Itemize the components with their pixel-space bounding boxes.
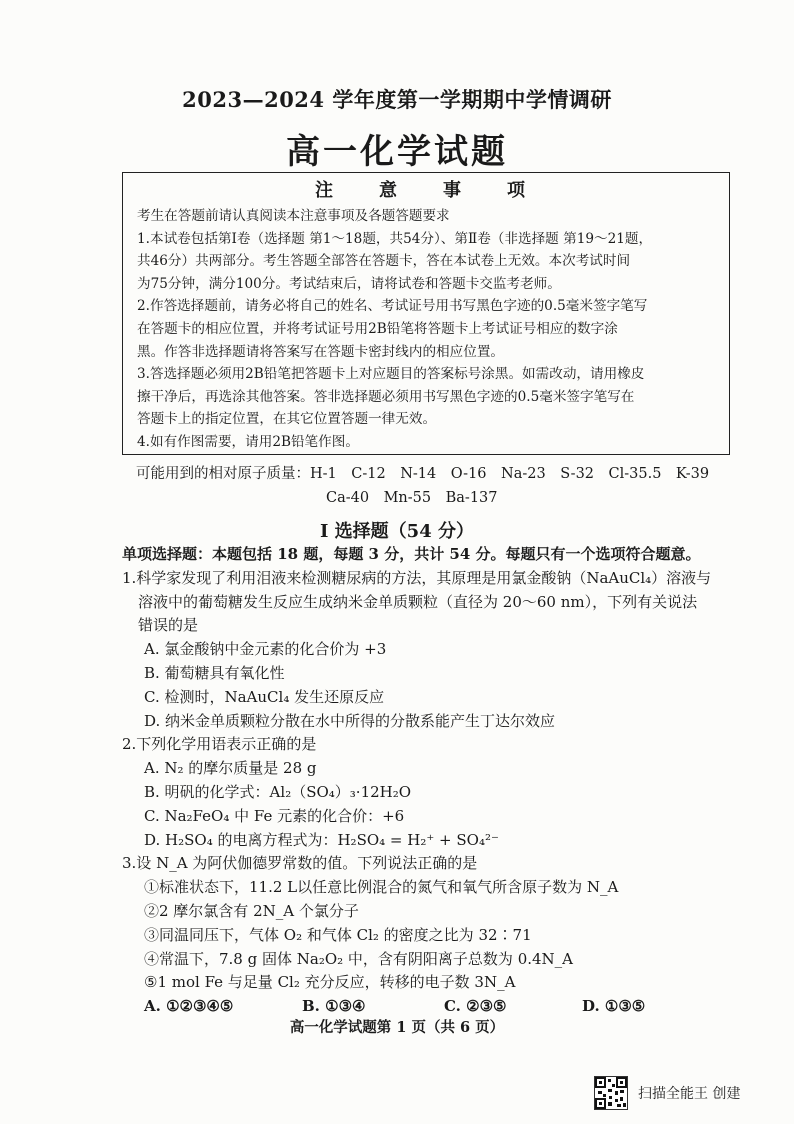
atomic-masses-line-1: 可能用到的相对原子质量：H-1 C-12 N-14 O-16 Na-23 S-32 Cl-35.5 K-39 — [136, 466, 710, 482]
notice-line: 共46分）共两部分。考生答题全部答在答题卡，答在本试卷上无效。本次考试时间 — [137, 253, 631, 270]
question-3-statement-2: ②2 摩尔氯含有 2N_A 个氯分子 — [144, 901, 359, 920]
notice-box — [122, 172, 730, 455]
question-3-statement-5: ⑤1 mol Fe 与足量 Cl₂ 充分反应，转移的电子数 3N_A — [144, 973, 516, 992]
notice-line: 擦干净后，再选涂其他答案。答非选择题必须用书写黑色字迹的0.5毫米签字笔写在 — [137, 388, 635, 405]
question-3-option-b: B. ①③④ — [302, 997, 366, 1016]
notice-line: 1.本试卷包括第Ⅰ卷（选择题 第1～18题，共54分）、第Ⅱ卷（非选择题 第19～21题， — [137, 230, 653, 247]
notice-heading: 注 意 事 项 — [315, 180, 539, 201]
atomic-masses — [136, 462, 756, 510]
page-footer: 高一化学试题第 1 页（共 6 页） — [289, 1019, 505, 1036]
scanner-label: 扫描全能王 创建 — [638, 1086, 741, 1102]
atomic-masses-line-2: Ca-40 Mn-55 Ba-137 — [326, 490, 498, 506]
question-1-stem-cont: 溶液中的葡萄糖发生反应生成纳米金单质颗粒（直径为 20～60 nm），下列有关说法 — [138, 592, 698, 611]
notice-line: 在答题卡的相应位置，并将考试证号用2B铅笔将答题卡上考试证号相应的数字涂 — [137, 320, 618, 337]
notice-line: 3.答选择题必须用2B铅笔把答题卡上对应题目的答案标号涂黑。如需改动，请用橡皮 — [137, 366, 645, 383]
question-1-option-d: D. 纳米金单质颗粒分散在水中所得的分散系能产生丁达尔效应 — [144, 711, 556, 730]
question-3-option-c: C. ②③⑤ — [444, 997, 507, 1016]
question-2-stem: 2.下列化学用语表示正确的是 — [122, 735, 317, 754]
question-1-option-a: A. 氯金酸钠中金元素的化合价为 +3 — [144, 640, 387, 659]
notice-line: 为75分钟，满分100分。考试结束后，请将试卷和答题卡交监考老师。 — [137, 275, 561, 292]
qr-code-icon — [594, 1076, 628, 1110]
notice-line: 答题卡上的指定位置，在其它位置答题一律无效。 — [137, 411, 437, 428]
question-3-statement-4: ④常温下，7.8 g 固体 Na₂O₂ 中，含有阴阳离子总数为 0.4N_A — [144, 949, 574, 968]
question-3-stem: 3.设 N_A 为阿伏伽德罗常数的值。下列说法正确的是 — [122, 854, 478, 873]
question-1-option-b: B. 葡萄糖具有氧化性 — [144, 663, 285, 682]
questions-body — [122, 543, 762, 1019]
notice-line: 黑。作答非选择题请将答案写在答题卡密封线内的相应位置。 — [137, 343, 505, 360]
notice-line: 考生在答题前请认真阅读本注意事项及各题答题要求 — [137, 208, 450, 224]
question-1-stem: 1.科学家发现了利用泪液来检测糖尿病的方法，其原理是用氯金酸钠（NaAuCl₄）溶液与 — [122, 568, 712, 587]
question-3-option-a: A. ①②③④⑤ — [144, 997, 234, 1016]
question-3-statement-1: ①标准状态下，11.2 L以任意比例混合的氮气和氧气所含原子数为 N_A — [144, 878, 619, 897]
notice-line: 2.作答选择题前，请务必将自己的姓名、考试证号用书写黑色字迹的0.5毫米签字笔写 — [137, 298, 648, 315]
question-1-option-c: C. 检测时，NaAuCl₄ 发生还原反应 — [144, 687, 385, 706]
section-title: Ⅰ 选择题（54 分） — [319, 521, 474, 542]
scanner-badge — [594, 1076, 740, 1110]
exam-year-heading: 2023—2024 学年度第一学期期中学情调研 — [182, 87, 612, 112]
question-2-option-a: A. N₂ 的摩尔质量是 28 g — [144, 759, 317, 778]
question-2-option-c: C. Na₂FeO₄ 中 Fe 元素的化合价：+6 — [144, 806, 405, 825]
question-3-option-d: D. ①③⑤ — [582, 997, 646, 1016]
question-2-option-b: B. 明矾的化学式：Al₂（SO₄）₃·12H₂O — [144, 782, 412, 801]
question-2-option-d: D. H₂SO₄ 的电离方程式为：H₂SO₄ = H₂⁺ + SO₄²⁻ — [144, 830, 499, 849]
exam-title: 高一化学试题 — [286, 132, 508, 172]
question-1-stem-cont: 错误的是 — [138, 616, 199, 635]
question-3-statement-3: ③同温同压下，气体 O₂ 和气体 Cl₂ 的密度之比为 32∶71 — [144, 925, 532, 944]
section-instruction: 单项选择题：本题包括 18 题，每题 3 分，共计 54 分。每题只有一个选项符合题意。 — [122, 545, 701, 563]
notice-line: 4.如有作图需要，请用2B铅笔作图。 — [137, 433, 359, 450]
